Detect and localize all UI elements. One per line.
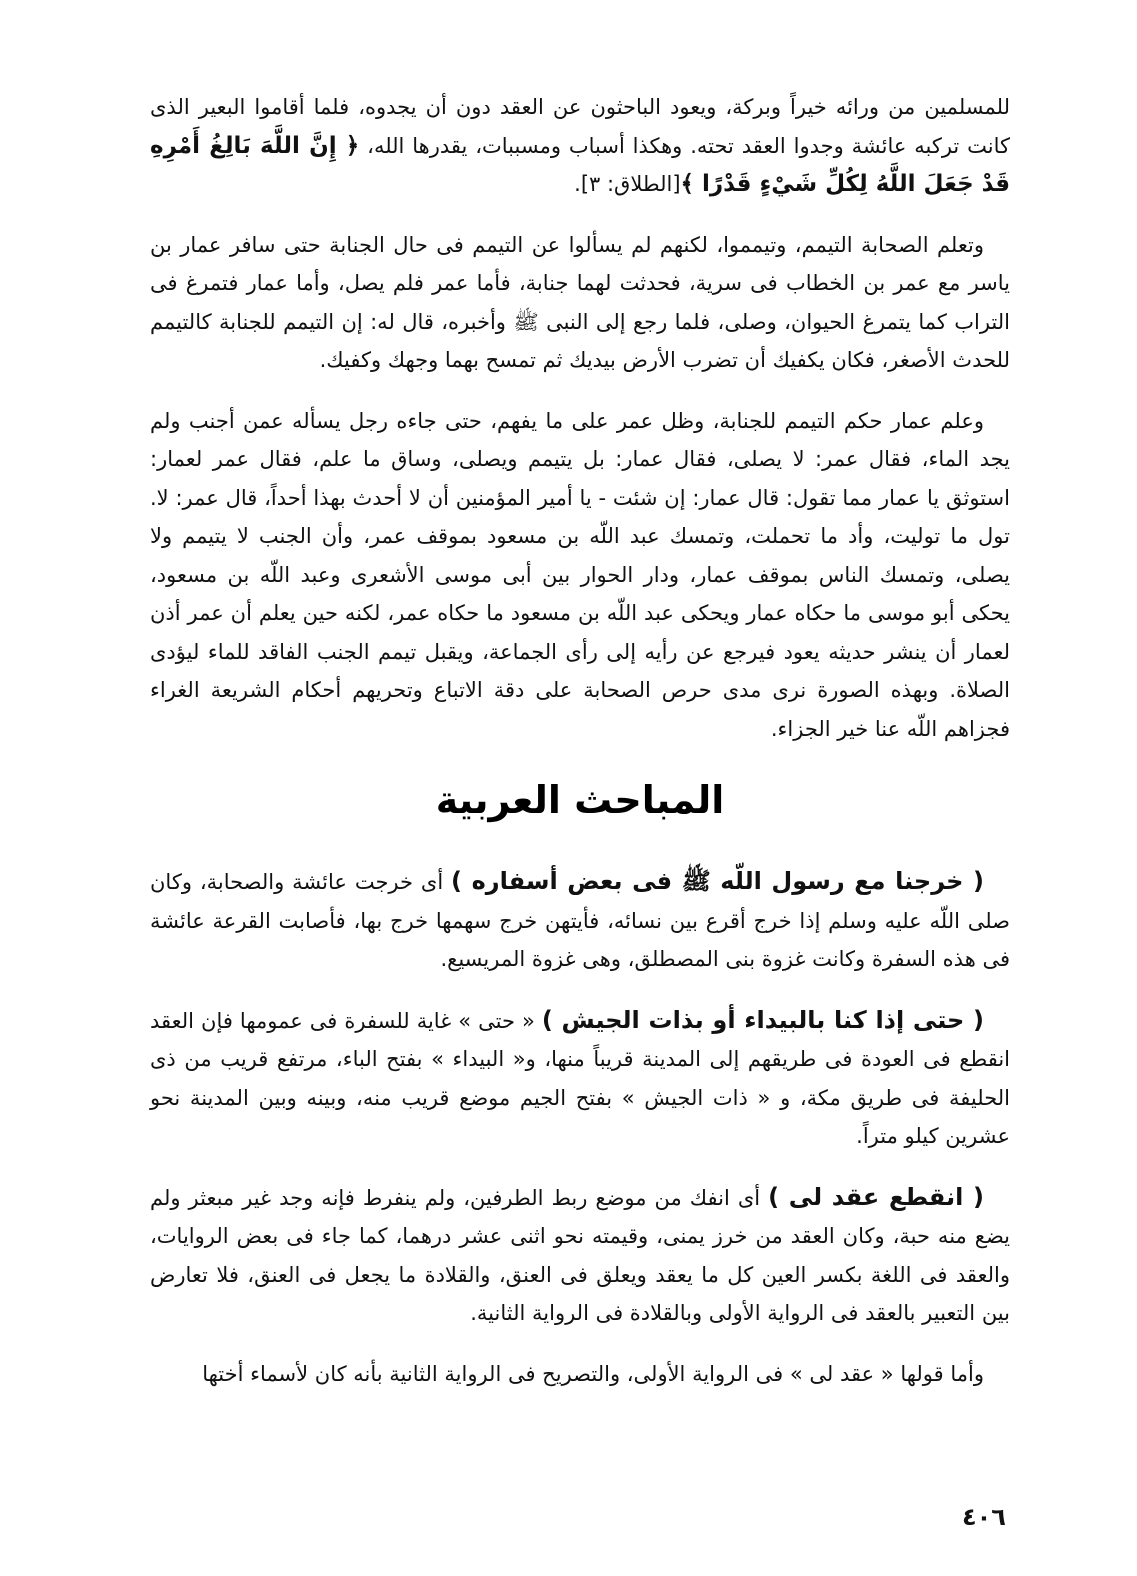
paragraph-3: وعلم عمار حكم التيمم للجنابة، وظل عمر على ما يفهم، حتى جاءه رجل يسأله عمن أجنب ولم يجد الماء، فقال عمر: لا يصلى، فقال عمار: بل يتيمم ويصلى، وساق ما علم، فقال عمر لعمار: استوثق يا عمار مما تقول: قال عمار: إن شئت - يا أمير المؤمنين أن لا أحدث بهذا أحداً، قال عمر: لا. تول ما توليت، وأد ما تحملت، وتمسك عبد اللّه بن مسعود بموقف عمر، وأن الجنب لا يتيمم ولا يصلى، وتمسك الناس بموقف عمار، ودار الحوار بين أبى موسى الأشعرى وعبد اللّه بن مسعود، يحكى أبو موسى ما حكاه عمار ويحكى عبد اللّه بن مسعود ما حكاه عمر، لكنه حين يعلم أن عمر أذن لعمار أن ينشر حديثه يعود فيرجع عن رأيه إلى رأى الجماعة، ويقبل تيمم الجنب الفاقد للماء ليؤدى الصلاة. وبهذه الصورة نرى مدى حرص الصحابة على دقة الاتباع وتحريهم أحكام الشريعة الغراء فجزاهم اللّه عنا خير الجزاء. <box>150 408 1010 741</box>
entry-2-text: « حتى » غاية للسفرة فى عمومها فإن العقد انقطع فى العودة فى طريقهم إلى المدينة قريباً منها، و« البيداء » بفتح الباء، مرتفع قريب من ذى الحليفة فى طريق مكة، و « ذات الجيش » بفتح الجيم موضع قريب منه، وبينه وبين المدينة نحو عشرين كيلو متراً. <box>150 1008 1010 1148</box>
page-content <box>150 88 1010 1415</box>
paragraph-1-text: للمسلمين من ورائه خيراً وبركة، ويعود الباحثون عن العقد دون أن يجدوه، فلما أقاموا البعير الذى كانت تركبه عائشة وجدوا العقد تحته. وهكذا أسباب ومسببات، يقدرها الله، <box>150 95 1010 158</box>
quran-verse: ﴿ إِنَّ اللَّهَ بَالِغُ أَمْرِهِ قَدْ جَعَلَ اللَّهُ لِكُلِّ شَيْءٍ قَدْرًا ﴾ <box>150 132 1010 197</box>
entry-1-text: أى خرجت عائشة والصحابة، وكان صلى اللّه عليه وسلم إذا خرج أقرع بين نسائه، فأيتهن خرج سهمها خرج بها، فأصابت القرعة عائشة فى هذه السفرة وكانت غزوة بنى المصطلق، وهى غزوة المريسيع. <box>150 870 1010 971</box>
quran-citation: [الطلاق: ٣]. <box>574 172 681 196</box>
entry-1 <box>150 862 1010 979</box>
paragraph-1 <box>150 88 1010 204</box>
entry-2-lemma: ( حتى إذا كنا بالبيداء أو بذات الجيش ) <box>541 1005 984 1034</box>
entry-3-text: أى انفك من موضع ربط الطرفين، ولم ينفرط فإنه وجد غير مبعثر ولم يضع منه حبة، وكان العقد من خرز يمنى، وقيمته نحو اثنى عشر درهما، كما جاء فى بعض الروايات، والعقد فى اللغة بكسر العين كل ما يعقد ويعلق فى العنق، والقلادة ما يجعل فى العنق، فلا تعارض بين التعبير بالعقد فى الرواية الأولى وبالقلادة فى الرواية الثانية. <box>150 1185 1010 1325</box>
entry-1-lemma: ( خرجنا مع رسول اللّه ﷺ فى بعض أسفاره ) <box>451 867 984 895</box>
entry-3 <box>150 1178 1010 1333</box>
entry-2 <box>150 1001 1010 1156</box>
page-number: ٤٠٦ <box>962 1503 1006 1531</box>
paragraph-2: وتعلم الصحابة التيمم، وتيمموا، لكنهم لم يسألوا عن التيمم فى حال الجنابة حتى سافر عمار بن ياسر مع عمر بن الخطاب فى سرية، فحدثت لهما جنابة، فأما عمر فلم يصل، وأما عمار فتمرغ فى التراب كما يتمرغ الحيوان، وصلى، فلما رجع إلى النبى ﷺ وأخبره، قال له: إن التيمم للجنابة كالتيمم للحدث الأصغر، فكان يكفيك أن تضرب الأرض بيديك ثم تمسح بهما وجهك وكفيك. <box>150 232 1010 372</box>
last-paragraph: وأما قولها « عقد لى » فى الرواية الأولى، والتصريح فى الرواية الثانية بأنه كان لأسماء أختها <box>202 1361 984 1386</box>
section-title: المباحث العربية <box>435 778 725 822</box>
entry-3-lemma: ( انقطع عقد لى ) <box>768 1182 984 1211</box>
